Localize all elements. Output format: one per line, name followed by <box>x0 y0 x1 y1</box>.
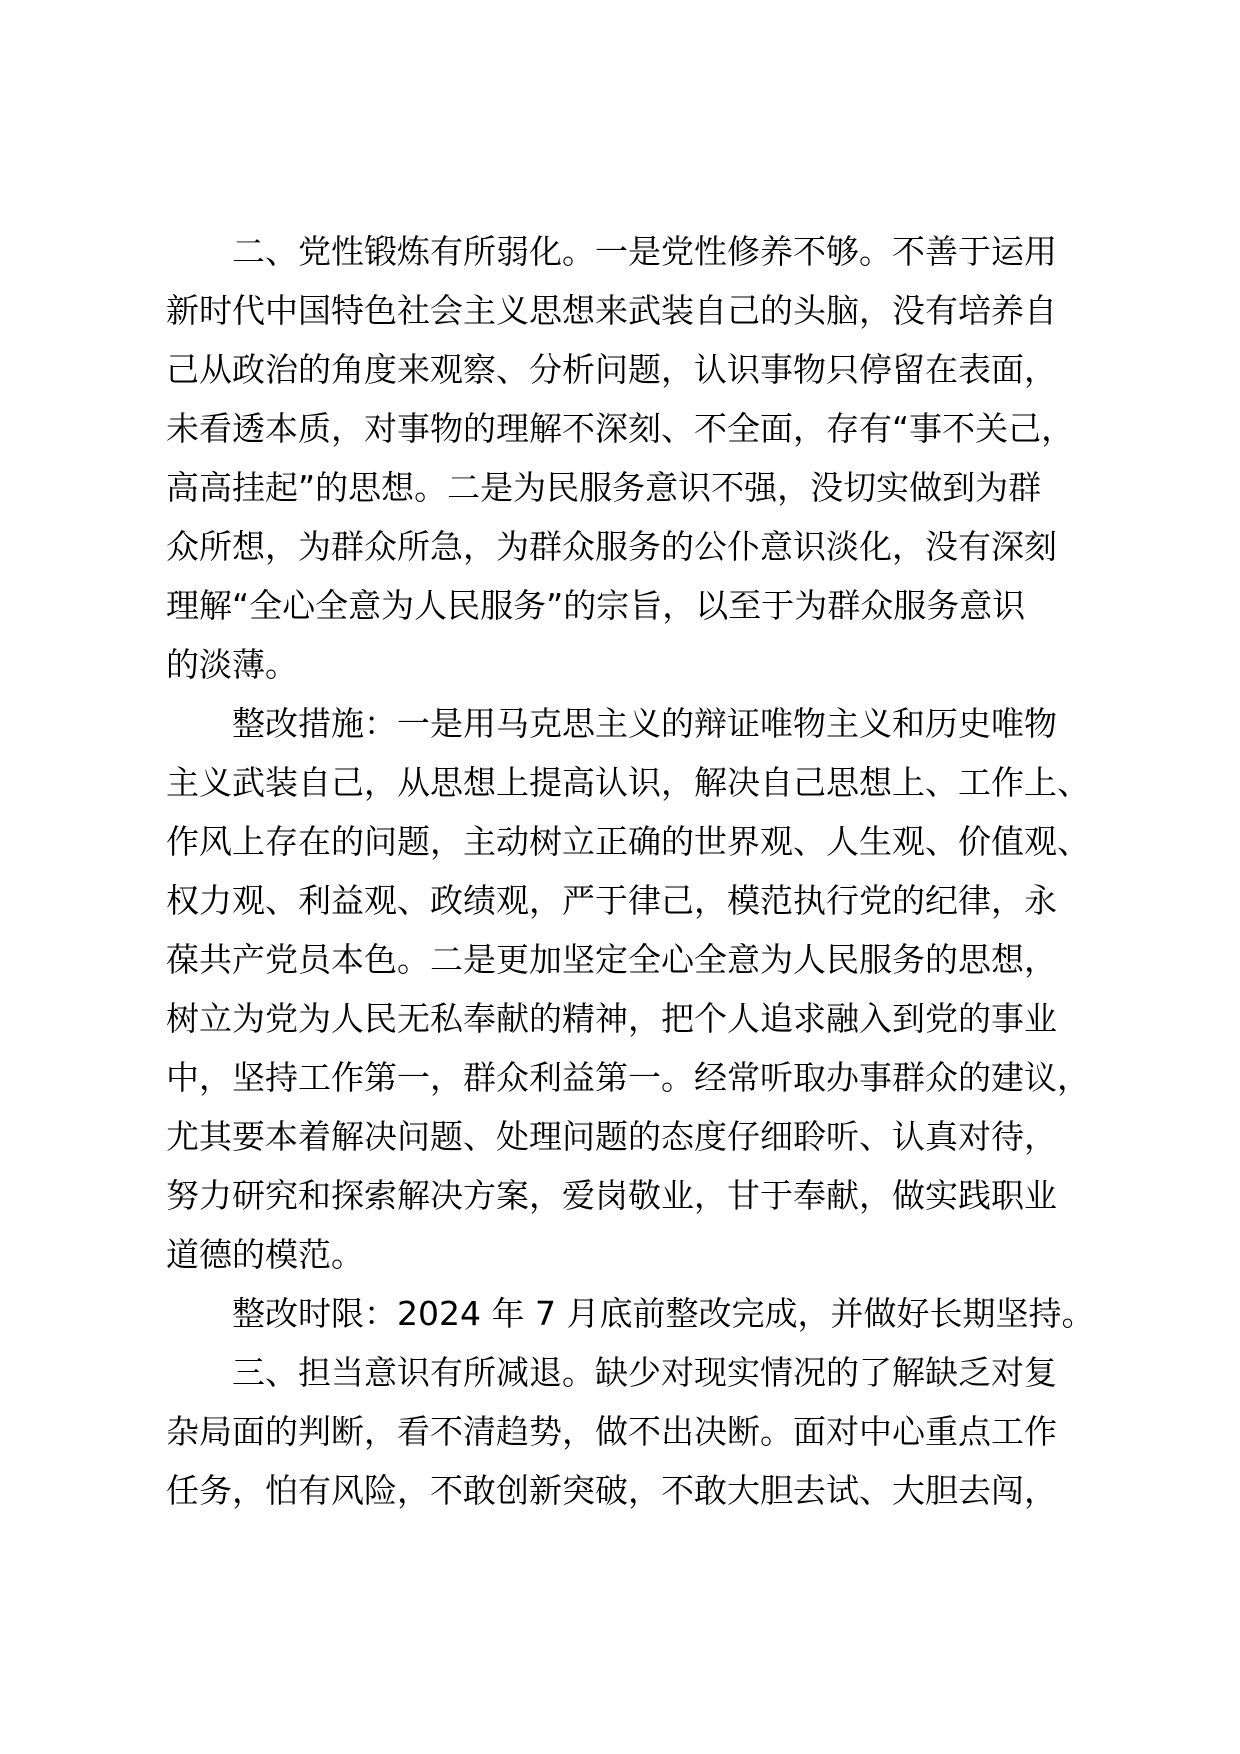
paragraph-line: 理解“全心全意为人民服务”的宗旨，以至于为群众服务意识 <box>166 586 1026 625</box>
paragraph-line: 杂局面的判断，看不清趋势，做不出决断。面对中心重点工作 <box>166 1412 1057 1451</box>
paragraph-line: 高高挂起”的思想。二是为民服务意识不强，没切实做到为群 <box>166 468 1042 507</box>
paragraph-line: 任务，怕有风险，不敢创新突破，不敢大胆去试、大胆去闯， <box>166 1471 1057 1510</box>
rectification-measures-line: 整改措施：一是用马克思主义的辩证唯物主义和历史唯物 <box>232 704 1057 743</box>
paragraph-line: 权力观、利益观、政绩观，严于律己，模范执行党的纪律，永 <box>166 881 1057 920</box>
paragraph-line: 新时代中国特色社会主义思想来武装自己的头脑，没有培养自 <box>166 291 1057 330</box>
paragraph-line: 尤其要本着解决问题、处理问题的态度仔细聆听、认真对待， <box>166 1117 1057 1156</box>
rectification-deadline-line: 整改时限：2024 年 7 月底前整改完成，并做好长期坚持。 <box>232 1294 1095 1333</box>
section-three-heading-line: 三、担当意识有所减退。缺少对现实情况的了解缺乏对复 <box>232 1353 1057 1392</box>
paragraph-line: 树立为党为人民无私奉献的精神，把个人追求融入到党的事业 <box>166 999 1057 1038</box>
paragraph-line: 主义武装自己，从思想上提高认识，解决自己思想上、工作上、 <box>166 763 1090 802</box>
paragraph-line: 作风上存在的问题，主动树立正确的世界观、人生观、价值观、 <box>166 822 1090 861</box>
paragraph-line: 葆共产党员本色。二是更加坚定全心全意为人民服务的思想， <box>166 940 1057 979</box>
paragraph-line: 众所想，为群众所急，为群众服务的公仆意识淡化，没有深刻 <box>166 527 1057 566</box>
paragraph-line: 未看透本质，对事物的理解不深刻、不全面，存有“事不关己， <box>166 409 1075 448</box>
paragraph-line: 道德的模范。 <box>166 1235 364 1274</box>
paragraph-line: 中，坚持工作第一，群众利益第一。经常听取办事群众的建议， <box>166 1058 1090 1097</box>
paragraph-line: 的淡薄。 <box>166 645 298 684</box>
paragraph-line: 努力研究和探索解决方案，爱岗敬业，甘于奉献，做实践职业 <box>166 1176 1057 1215</box>
section-two-heading-line: 二、党性锻炼有所弱化。一是党性修养不够。不善于运用 <box>232 232 1057 271</box>
document-body <box>166 222 1096 1520</box>
paragraph-line: 己从政治的角度来观察、分析问题，认识事物只停留在表面， <box>166 350 1057 389</box>
